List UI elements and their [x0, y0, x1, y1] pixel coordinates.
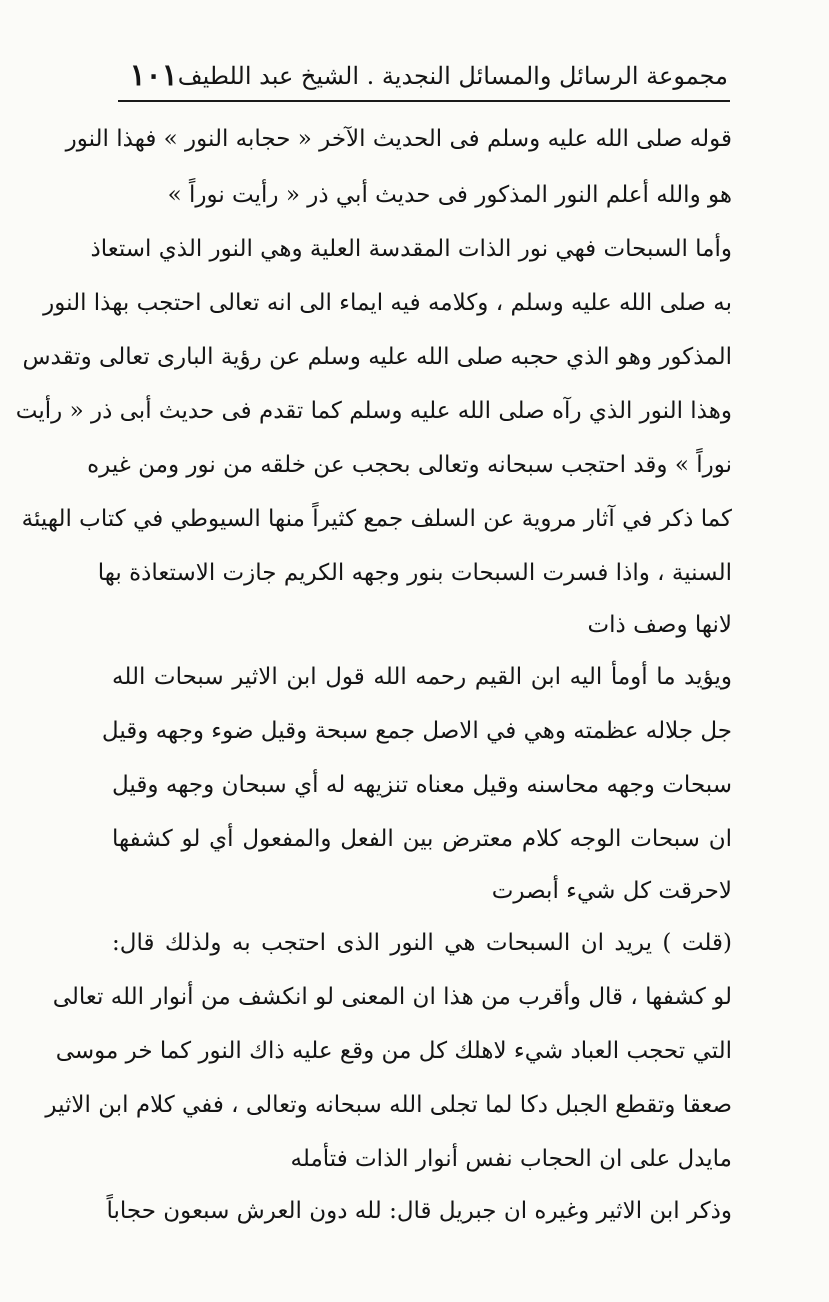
- text-line: وهذا النور الذي رآه صلى الله عليه وسلم كما تقدم فى حديث أبى ذر « رأيت: [15, 398, 732, 424]
- text-line: قوله صلى الله عليه وسلم فى الحديث الآخر « حجابه النور » فهذا النور: [65, 126, 732, 152]
- page-number: ١٠١: [129, 58, 178, 93]
- text-line: هو والله أعلم النور المذكور فى حديث أبي ذر « رأيت نوراً »: [167, 182, 732, 208]
- text-line: المذكور وهو الذي حجبه صلى الله عليه وسلم عن رؤية البارى تعالى وتقدس: [22, 344, 732, 370]
- text-line: به صلى الله عليه وسلم ، وكلامه فيه ايماء الى انه تعالى احتجب بهذا النور: [43, 290, 732, 316]
- text-line: سبحات وجهه محاسنه وقيل معناه تنزيهه له أي سبحان وجهه وقيل: [112, 772, 732, 798]
- text-line: كما ذكر في آثار مروية عن السلف جمع كثيراً منها السيوطي في كتاب الهيئة: [21, 506, 732, 532]
- text-line: التي تحجب العباد شيء لاهلك كل من وقع عليه ذاك النور كما خر موسى: [55, 1038, 732, 1064]
- text-line: مايدل على ان الحجاب نفس أنوار الذات فتأمله: [290, 1146, 732, 1172]
- text-line: جل جلاله عظمته وهي في الاصل جمع سبحة وقيل ضوء وجهه وقيل: [101, 718, 732, 744]
- text-line: (قلت ) يريد ان السبحات هي النور الذى احتجب به ولذلك قال:: [112, 930, 732, 956]
- text-line: نوراً » وقد احتجب سبحانه وتعالى بحجب عن خلقه من نور ومن غيره: [87, 452, 732, 478]
- text-line: لانها وصف ذات: [587, 612, 732, 638]
- text-line: لاحرقت كل شيء أبصرت: [491, 878, 732, 904]
- text-line: وأما السبحات فهي نور الذات المقدسة العلية وهي النور الذي استعاذ: [90, 236, 732, 262]
- text-line: ويؤيد ما أومأ اليه ابن القيم رحمه الله قول ابن الاثير سبحات الله: [112, 664, 732, 690]
- text-line: لو كشفها ، قال وأقرب من هذا ان المعنى لو انكشف من أنوار الله تعالى: [52, 984, 732, 1010]
- text-line: ان سبحات الوجه كلام معترض بين الفعل والمفعول أي لو كشفها: [112, 826, 732, 852]
- text-line: صعقا وتقطع الجبل دكا لما تجلى الله سبحانه وتعالى ، ففي كلام ابن الاثير: [45, 1092, 732, 1118]
- text-line: وذكر ابن الاثير وغيره ان جبريل قال: لله دون العرش سبعون حجاباً: [106, 1198, 732, 1224]
- text-line: السنية ، واذا فسرت السبحات بنور وجهه الكريم جازت الاستعاذة بها: [97, 560, 732, 586]
- header-rule: [118, 100, 730, 102]
- page-header: [118, 48, 728, 94]
- running-title: مجموعة الرسائل والمسائل النجدية . الشيخ عبد اللطيف: [177, 62, 728, 90]
